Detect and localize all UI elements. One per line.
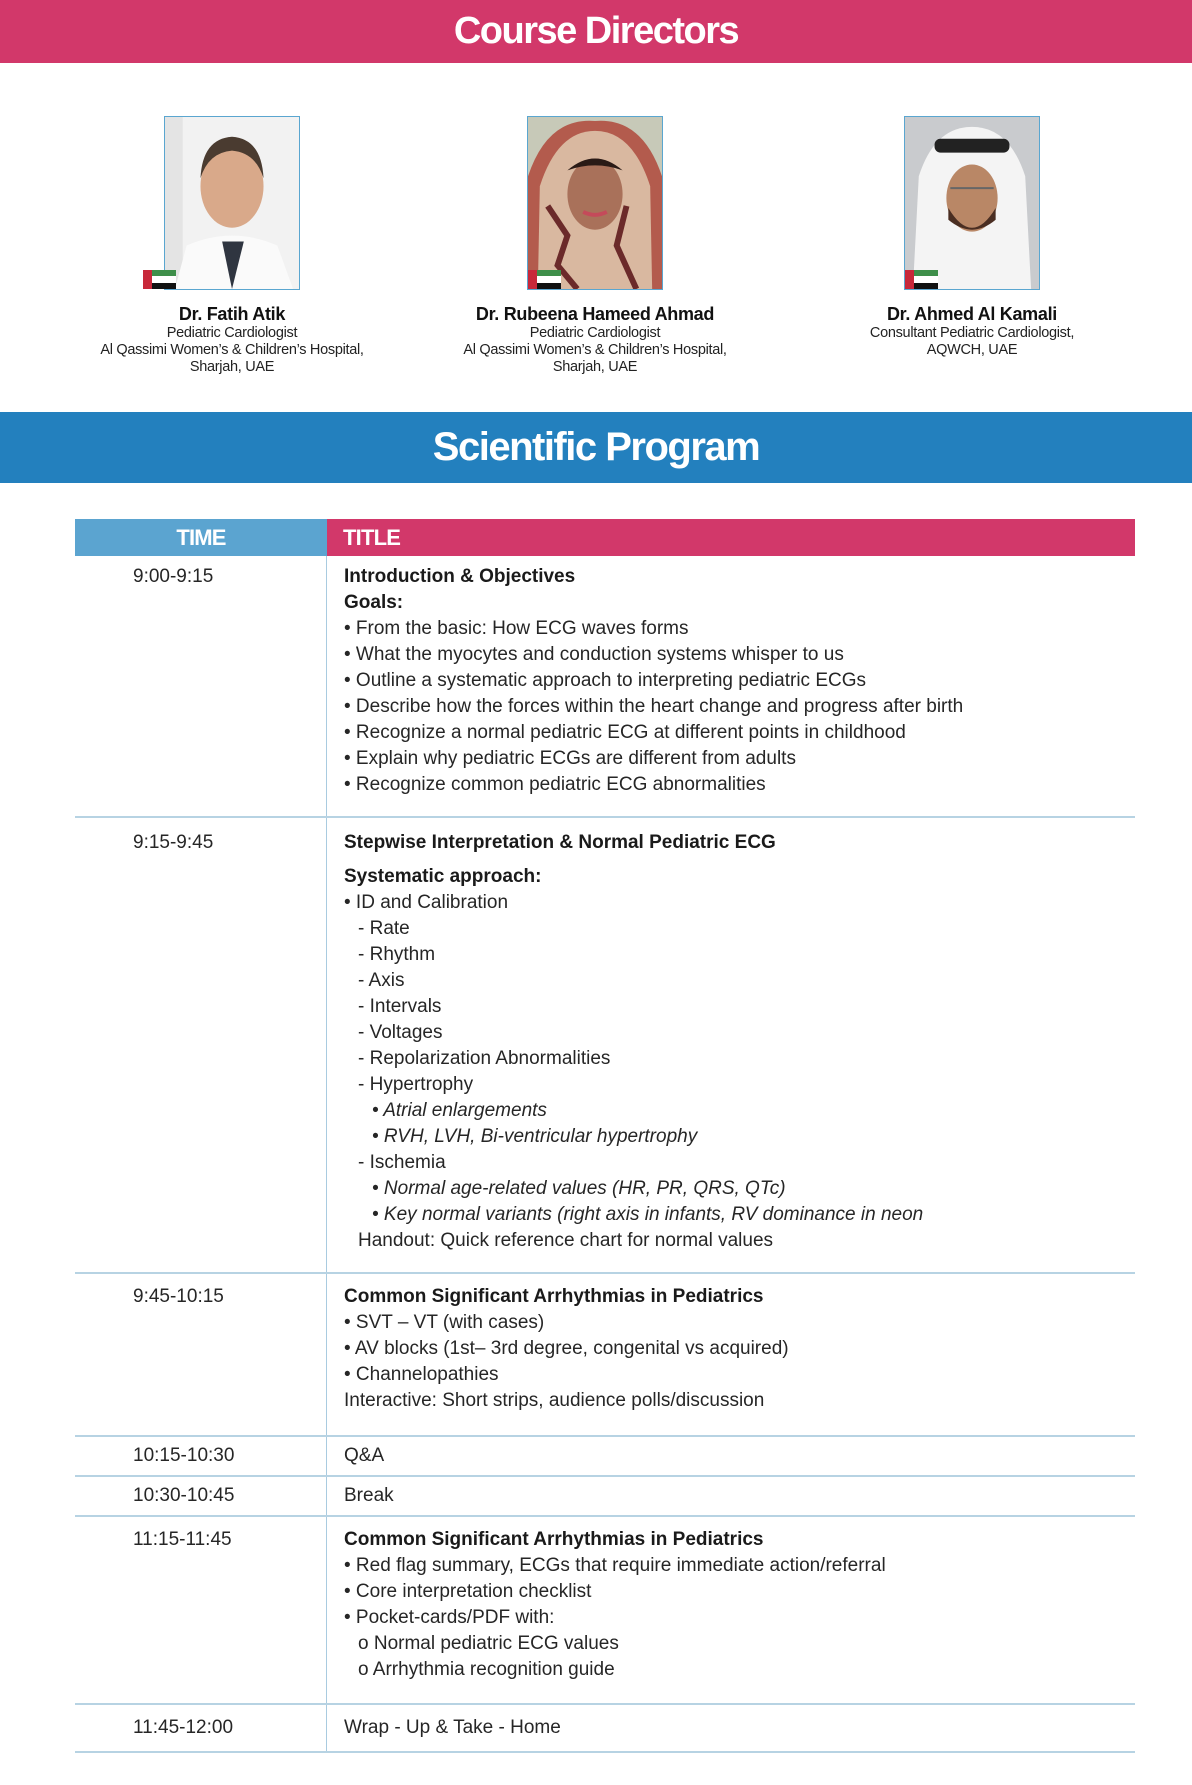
session-time [75, 1477, 327, 1515]
session-time-text: 11:15-11:45 [133, 1529, 232, 1550]
director-card [52, 116, 412, 376]
session-item: • Recognize common pediatric ECG abnormalities [344, 774, 766, 795]
session-item: - Ischemia [358, 1152, 446, 1173]
session-item: - Voltages [358, 1022, 443, 1043]
table-row [75, 1517, 1135, 1705]
director-hospital: Al Qassimi Women’s & Children’s Hospital, [463, 342, 727, 358]
session-content [327, 1477, 1135, 1515]
session-time-text: 9:45-10:15 [133, 1286, 224, 1307]
table-body [75, 556, 1135, 1753]
session-content [327, 556, 1135, 816]
session-item: • What the myocytes and conduction systems whisper to us [344, 644, 844, 665]
director-card [792, 116, 1152, 359]
column-header-title: TITLE [327, 519, 1135, 556]
director-location: Sharjah, UAE [189, 359, 275, 375]
session-item: • Atrial enlargements [372, 1100, 547, 1121]
session-time [75, 1437, 327, 1475]
session-item: - Hypertrophy [358, 1074, 474, 1095]
uae-flag-icon [143, 270, 176, 289]
session-item: • ID and Calibration [344, 892, 509, 913]
session-heading: Common Significant Arrhythmias in Pediatrics [344, 1529, 764, 1550]
session-time [75, 1517, 327, 1703]
scientific-program-title: Scientific Program [432, 425, 760, 469]
session-item: • SVT – VT (with cases) [344, 1312, 545, 1333]
session-item: - Repolarization Abnormalities [358, 1048, 611, 1069]
table-row [75, 1477, 1135, 1517]
session-time [75, 1705, 327, 1751]
table-row [75, 818, 1135, 1274]
session-item: Handout: Quick reference chart for normal values [358, 1230, 774, 1251]
table-row [75, 1705, 1135, 1753]
session-item: • AV blocks (1st– 3rd degree, congenital vs acquired) [344, 1338, 789, 1359]
session-item: Wrap - Up & Take - Home [344, 1717, 561, 1738]
director-title: Pediatric Cardiologist [529, 325, 661, 341]
session-heading: Goals: [344, 592, 404, 613]
course-directors-title: Course Directors [453, 10, 739, 52]
course-directors-banner [0, 0, 1192, 63]
director-title: Pediatric Cardiologist [166, 325, 298, 341]
session-item: • Describe how the forces within the heart change and progress after birth [344, 696, 964, 717]
session-content [327, 1705, 1135, 1751]
session-content [327, 1517, 1135, 1703]
portrait-icon [165, 117, 299, 289]
session-time-text: 9:15-9:45 [133, 832, 214, 853]
session-item: • Pocket-cards/PDF with: [344, 1607, 555, 1628]
table-row [75, 556, 1135, 818]
director-hospital: Al Qassimi Women’s & Children’s Hospital, [100, 342, 364, 358]
session-item: • Core interpretation checklist [344, 1581, 592, 1602]
session-item: Interactive: Short strips, audience polls/discussion [344, 1390, 765, 1411]
session-time [75, 818, 327, 1272]
session-item: • Key normal variants (right axis in infants, RV dominance in neon [372, 1204, 924, 1225]
session-item: Q&A [344, 1445, 385, 1466]
session-item: • Channelopathies [344, 1364, 499, 1385]
session-item: • From the basic: How ECG waves forms [344, 618, 689, 639]
session-heading: Systematic approach: [344, 866, 542, 887]
session-item: • Outline a systematic approach to interpreting pediatric ECGs [344, 670, 867, 691]
session-item: • Red flag summary, ECGs that require immediate action/referral [344, 1555, 886, 1576]
session-item: • Explain why pediatric ECGs are different from adults [344, 748, 796, 769]
table-row [75, 1437, 1135, 1477]
session-item: - Axis [358, 970, 405, 991]
session-item: • RVH, LVH, Bi-ventricular hypertrophy [372, 1126, 698, 1147]
uae-flag-icon [528, 270, 561, 289]
column-header-time: TIME [75, 519, 327, 556]
session-time-text: 10:30-10:45 [133, 1485, 235, 1506]
session-item: - Rate [358, 918, 410, 939]
session-time-text: 10:15-10:30 [133, 1445, 235, 1466]
uae-flag-icon [905, 270, 938, 289]
session-item: - Intervals [358, 996, 442, 1017]
session-time-text: 11:45-12:00 [133, 1717, 234, 1738]
director-title: Consultant Pediatric Cardiologist, [869, 325, 1075, 341]
table-row [75, 1274, 1135, 1437]
scientific-program-banner [0, 412, 1192, 483]
session-time-text: 9:00-9:15 [133, 566, 214, 587]
director-name: Dr. Ahmed Al Kamali [886, 304, 1057, 324]
director-name: Dr. Rubeena Hameed Ahmad [475, 304, 715, 324]
session-item: o Normal pediatric ECG values [358, 1633, 619, 1654]
session-heading: Common Significant Arrhythmias in Pediatrics [344, 1286, 764, 1307]
director-card [415, 116, 775, 376]
session-heading: Stepwise Interpretation & Normal Pediatric ECG [344, 832, 776, 853]
portrait-icon [528, 117, 662, 289]
session-item: • Recognize a normal pediatric ECG at different points in childhood [344, 722, 906, 743]
session-item: o Arrhythmia recognition guide [358, 1659, 615, 1680]
portrait-icon [905, 117, 1039, 289]
table-header [75, 519, 1135, 556]
session-content [327, 1437, 1135, 1475]
director-photo [904, 116, 1040, 290]
session-content [327, 1274, 1135, 1435]
director-location: AQWCH, UAE [926, 342, 1018, 358]
session-content [327, 818, 1135, 1272]
program-table [75, 519, 1135, 1753]
director-location: Sharjah, UAE [552, 359, 638, 375]
session-item: • Normal age-related values (HR, PR, QRS, QTc) [372, 1178, 786, 1199]
session-heading: Introduction & Objectives [344, 566, 576, 587]
session-time [75, 1274, 327, 1435]
director-photo [164, 116, 300, 290]
director-photo [527, 116, 663, 290]
session-item: Break [344, 1485, 394, 1506]
session-time [75, 556, 327, 816]
session-item: - Rhythm [358, 944, 436, 965]
director-name: Dr. Fatih Atik [178, 304, 286, 324]
directors-section [0, 116, 1192, 386]
